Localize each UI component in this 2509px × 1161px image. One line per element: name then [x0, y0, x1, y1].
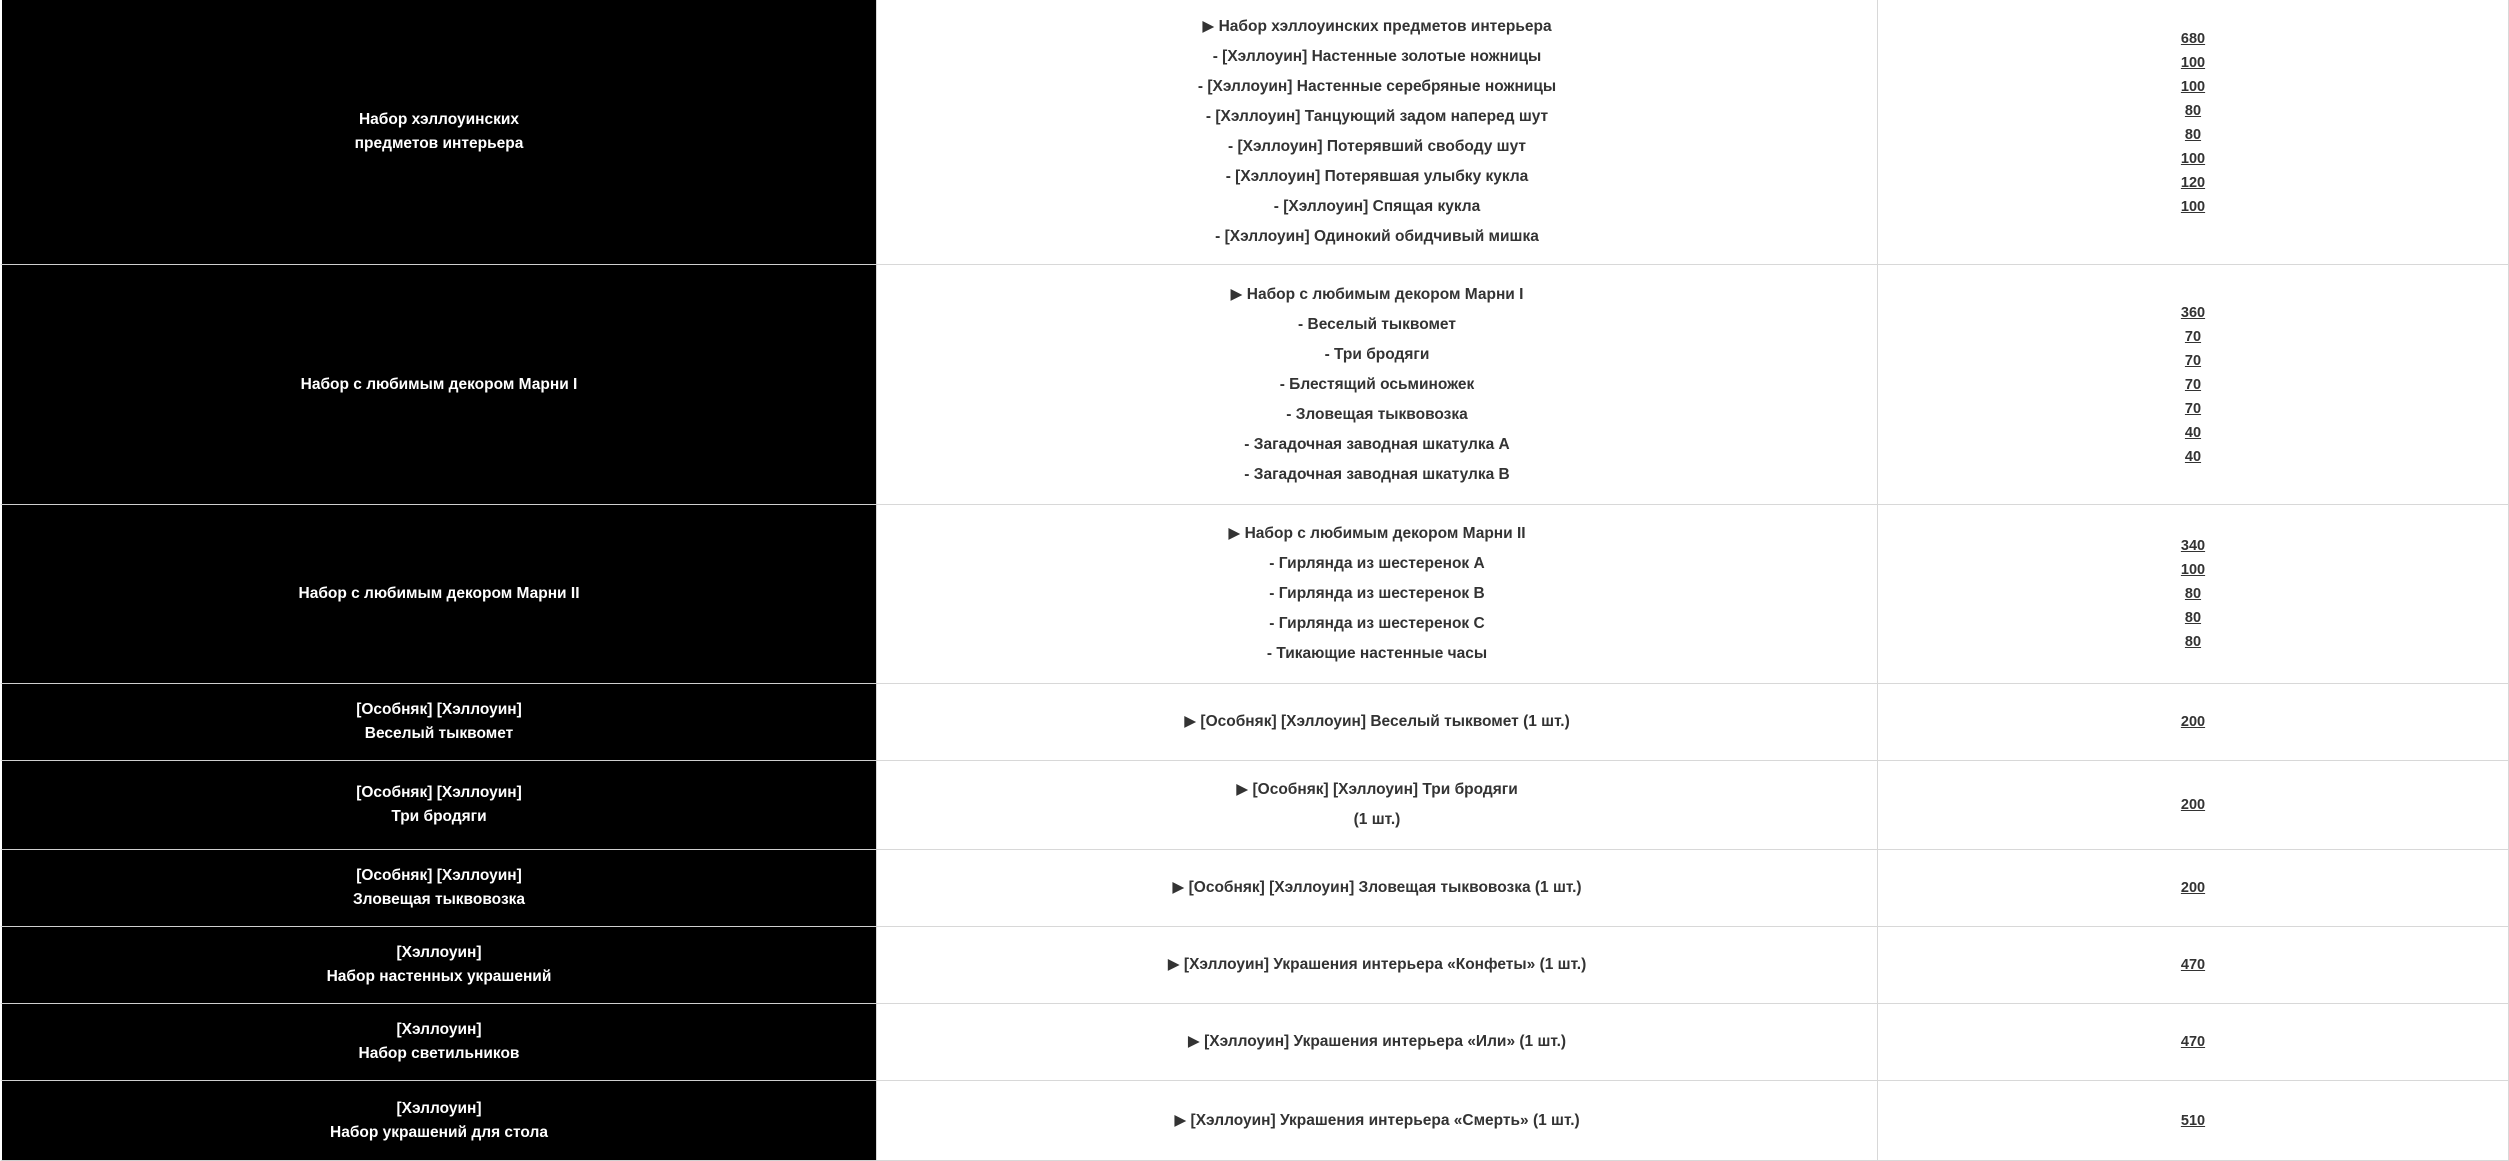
item-name-line: Веселый тыквомет [364, 725, 514, 742]
price-link[interactable]: 100 [2180, 55, 2206, 71]
price-link[interactable]: 100 [2180, 79, 2206, 95]
set-item: (1 шт.) [1353, 811, 1401, 828]
set-item: - Три бродяги [1324, 345, 1430, 363]
price-link[interactable]: 70 [2184, 376, 2202, 393]
price-link[interactable]: 40 [2184, 448, 2202, 465]
set-title: ▶ Набор с любимым декором Марни II [1228, 525, 1526, 542]
item-content-cell [876, 1081, 1877, 1161]
item-price-cell [1877, 1081, 2509, 1161]
set-title: ▶ Набор с любимым декором Марни I [1230, 285, 1524, 303]
item-price-cell [1877, 265, 2509, 505]
item-name-line: [Хэллоуин] [396, 1099, 482, 1117]
item-name-line: [Хэллоуин] [396, 1021, 482, 1038]
price-link[interactable]: 200 [2180, 880, 2206, 896]
item-name-line: [Особняк] [Хэллоуин] [356, 701, 522, 718]
set-title: ▶ [Хэллоуин] Украшения интерьера «Смерть» (1 шт.) [1174, 1111, 1580, 1129]
set-item: - Блестящий осьминожек [1279, 375, 1475, 393]
item-name-line: [Особняк] [Хэллоуин] [356, 867, 522, 884]
item-name-line: Набор хэллоуинских [358, 111, 519, 128]
price-link[interactable]: 80 [2184, 127, 2202, 143]
item-name-cell [0, 265, 876, 505]
set-item: - Зловещая тыквовозка [1286, 405, 1468, 423]
item-name-line: Зловещая тыквовозка [352, 891, 526, 908]
set-title: ▶ Набор хэллоуинских предметов интерьера [1202, 18, 1552, 35]
price-link[interactable]: 100 [2180, 562, 2206, 578]
set-item: - Гирлянда из шестеренок C [1269, 615, 1485, 632]
price-link[interactable]: 80 [2184, 586, 2202, 602]
price-link[interactable]: 40 [2184, 424, 2202, 441]
item-name-line: Набор с любимым декором Марни I [300, 375, 578, 393]
set-item: - Загадочная заводная шкатулка B [1244, 465, 1510, 483]
item-name-cell [0, 850, 876, 927]
price-link[interactable]: 70 [2184, 328, 2202, 345]
set-item: - [Хэллоуин] Танцующий задом наперед шут [1205, 108, 1549, 125]
item-price-cell [1877, 0, 2509, 265]
item-price-cell [1877, 1004, 2509, 1081]
price-link[interactable]: 360 [2180, 304, 2206, 321]
set-item: - [Хэллоуин] Спящая кукла [1273, 198, 1481, 215]
price-link[interactable]: 200 [2180, 714, 2206, 730]
set-item: - [Хэллоуин] Потерявший свободу шут [1228, 138, 1526, 155]
set-item: - [Хэллоуин] Настенные золотые ножницы [1212, 48, 1542, 65]
set-item: - Гирлянда из шестеренок B [1269, 585, 1485, 602]
price-link[interactable]: 100 [2180, 151, 2206, 167]
item-content-cell [876, 265, 1877, 505]
item-name-cell [0, 505, 876, 684]
item-content-cell [876, 0, 1877, 265]
item-name-cell [0, 1081, 876, 1161]
item-name-cell [0, 761, 876, 850]
price-link[interactable]: 80 [2184, 634, 2202, 650]
item-name-line: предметов интерьера [354, 135, 524, 152]
set-title: ▶ [Особняк] [Хэллоуин] Веселый тыквомет (1 шт.) [1184, 713, 1570, 730]
price-link[interactable]: 70 [2184, 400, 2202, 417]
set-title: ▶ [Особняк] [Хэллоуин] Три бродяги [1236, 781, 1518, 798]
set-title: ▶ [Особняк] [Хэллоуин] Зловещая тыквовозка (1 шт.) [1172, 879, 1582, 896]
price-link[interactable]: 120 [2180, 175, 2206, 191]
price-link[interactable]: 680 [2180, 31, 2206, 47]
item-name-cell [0, 684, 876, 761]
item-name-line: Набор настенных украшений [326, 968, 552, 985]
price-link[interactable]: 470 [2180, 957, 2206, 973]
item-name-line: [Особняк] [Хэллоуин] [356, 784, 522, 801]
item-content-cell [876, 505, 1877, 684]
item-name-line: Три бродяги [391, 808, 487, 825]
set-item: - [Хэллоуин] Настенные серебряные ножницы [1197, 78, 1557, 95]
price-link[interactable]: 470 [2180, 1034, 2206, 1050]
set-item: - Загадочная заводная шкатулка A [1244, 435, 1510, 453]
price-link[interactable]: 100 [2180, 199, 2206, 215]
price-link[interactable]: 80 [2184, 610, 2202, 626]
item-content-cell [876, 927, 1877, 1004]
item-price-cell [1877, 684, 2509, 761]
item-price-cell [1877, 850, 2509, 927]
item-name-line: Набор с любимым декором Марни II [298, 585, 580, 602]
set-item: - Гирлянда из шестеренок A [1269, 555, 1485, 572]
item-name-cell [0, 1004, 876, 1081]
set-item: - Тикающие настенные часы [1266, 645, 1488, 662]
item-name-line: [Хэллоуин] [396, 944, 482, 961]
set-title: ▶ [Хэллоуин] Украшения интерьера «Конфеты» (1 шт.) [1167, 956, 1587, 973]
set-item: - [Хэллоуин] Одинокий обидчивый мишка [1215, 228, 1539, 245]
set-item: - [Хэллоуин] Потерявшая улыбку кукла [1225, 168, 1529, 185]
set-title: ▶ [Хэллоуин] Украшения интерьера «Или» (1 шт.) [1187, 1033, 1567, 1050]
price-link[interactable]: 340 [2180, 538, 2206, 554]
item-price-cell [1877, 505, 2509, 684]
price-link[interactable]: 80 [2184, 103, 2202, 119]
item-name-line: Набор украшений для стола [330, 1123, 548, 1141]
price-link[interactable]: 510 [2180, 1112, 2206, 1129]
item-content-cell [876, 684, 1877, 761]
set-item: - Веселый тыквомет [1298, 315, 1456, 333]
item-price-cell [1877, 761, 2509, 850]
item-content-cell [876, 761, 1877, 850]
item-name-line: Набор светильников [358, 1045, 520, 1062]
item-content-cell [876, 1004, 1877, 1081]
item-content-cell [876, 850, 1877, 927]
price-link[interactable]: 200 [2180, 797, 2206, 813]
price-link[interactable]: 70 [2184, 352, 2202, 369]
item-name-cell [0, 927, 876, 1004]
item-name-cell [0, 0, 876, 265]
item-price-cell [1877, 927, 2509, 1004]
